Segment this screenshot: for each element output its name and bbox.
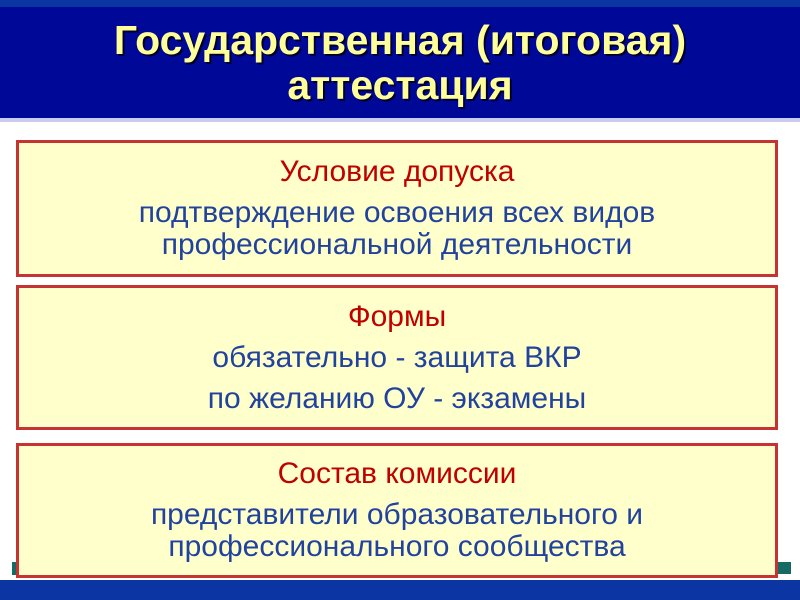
info-box-commission (16, 443, 778, 578)
bottom-bar (0, 580, 800, 600)
box-heading: Условие допуска (279, 155, 515, 188)
info-box-admission-condition (16, 140, 778, 277)
box-body-line: по желанию ОУ - экзамены (207, 381, 587, 415)
box-heading: Состав комиссии (277, 457, 517, 490)
title-banner (0, 7, 800, 122)
top-accent-strip (0, 0, 800, 7)
box-body-text: представители образовательного и профессионального сообщества (150, 498, 644, 563)
slide-title-line-1: Государственная (итоговая) (113, 16, 687, 63)
box-heading: Формы (347, 299, 447, 333)
decor-square-bottom-right (777, 562, 791, 574)
info-box-forms (16, 285, 778, 430)
slide-title-line-2: аттестация (287, 61, 513, 108)
box-body-text: подтверждение освоения всех видов профессиональной деятельности (138, 196, 656, 261)
box-body-line: обязательно - защита ВКР (212, 340, 582, 374)
